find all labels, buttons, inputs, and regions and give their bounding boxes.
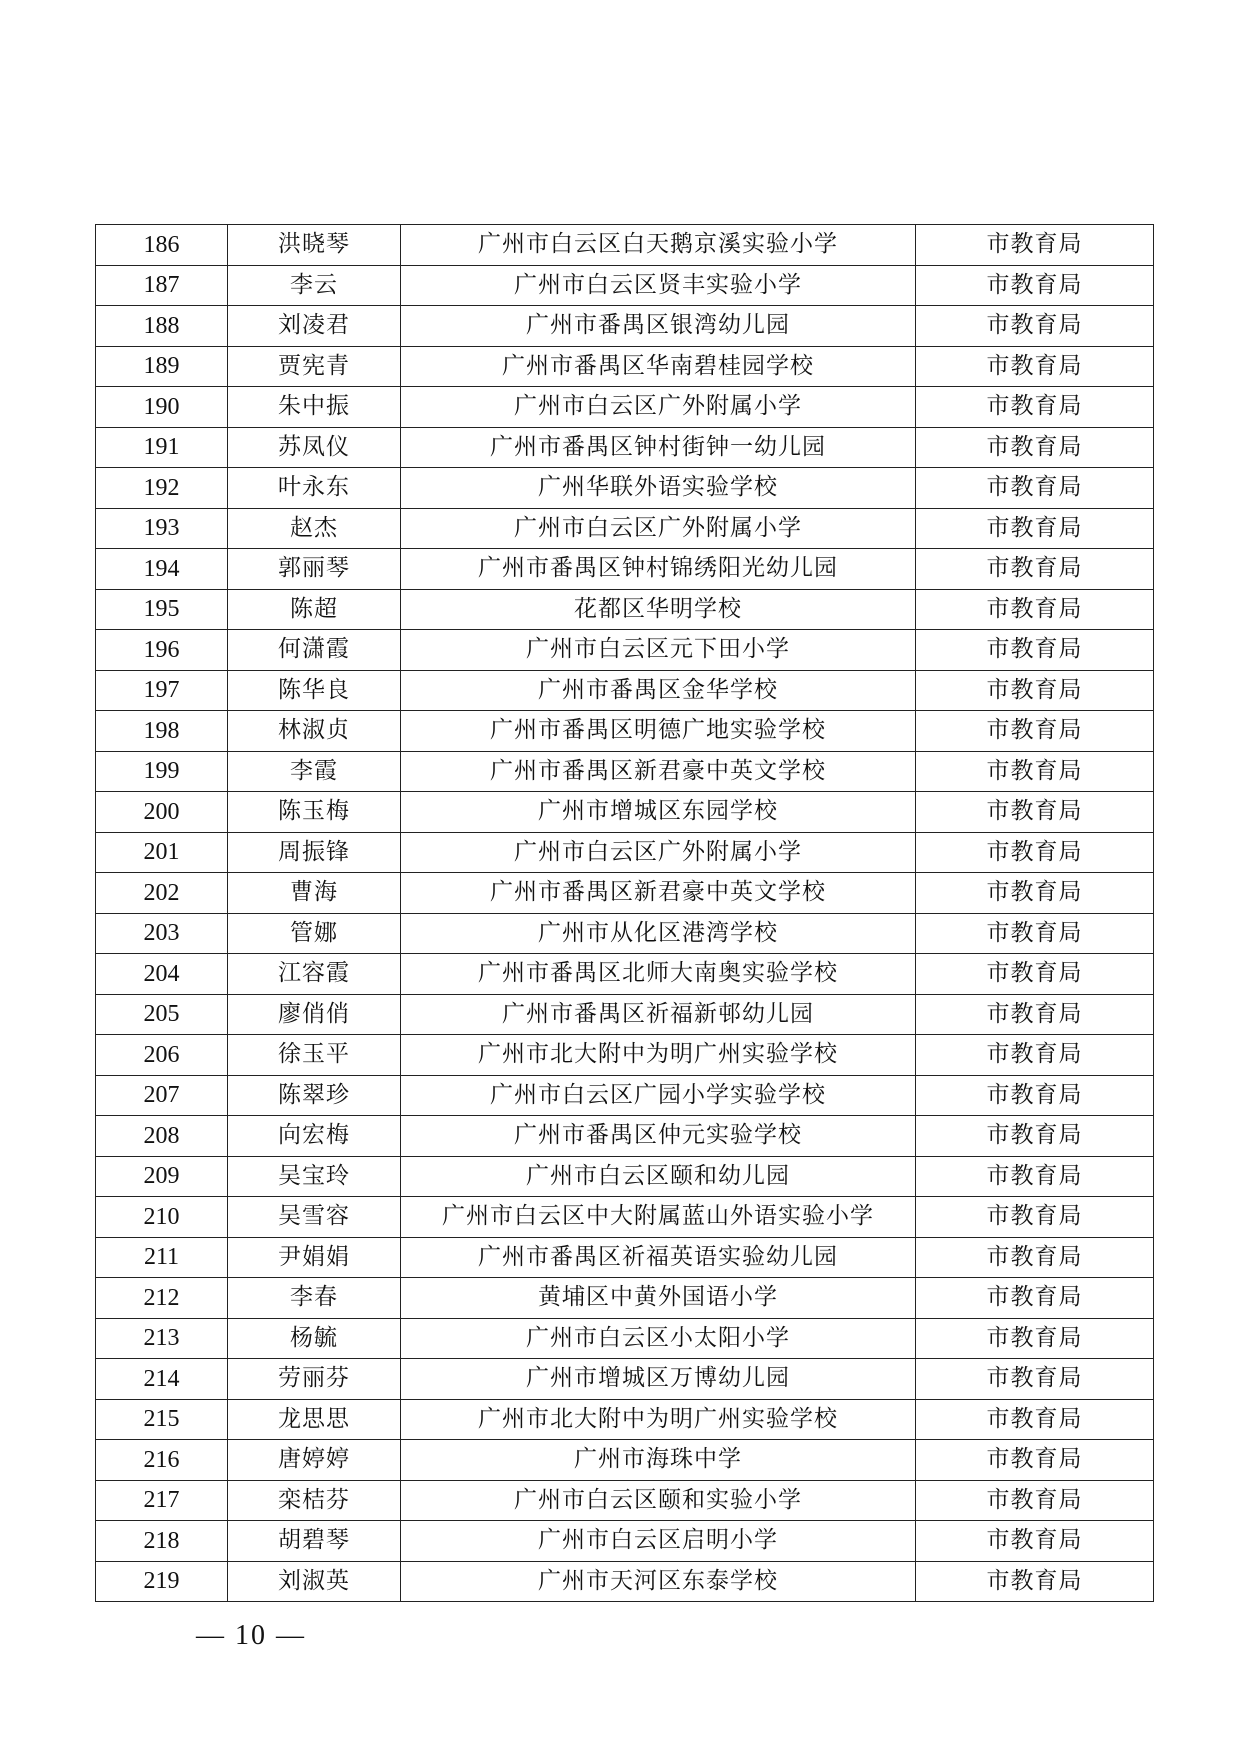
school-cell: 广州市白云区广外附属小学 (401, 387, 916, 428)
table-row (96, 670, 1154, 711)
school-cell: 广州市白云区颐和幼儿园 (401, 1156, 916, 1197)
unit-cell: 市教育局 (916, 1035, 1154, 1076)
name-cell: 洪晓琴 (228, 225, 401, 266)
unit-cell: 市教育局 (916, 1399, 1154, 1440)
unit-cell: 市教育局 (916, 1075, 1154, 1116)
school-cell: 广州市白云区贤丰实验小学 (401, 265, 916, 306)
table-row (96, 711, 1154, 752)
table-body (96, 225, 1154, 1602)
unit-cell: 市教育局 (916, 873, 1154, 914)
school-cell: 广州市番禺区仲元实验学校 (401, 1116, 916, 1157)
school-cell: 广州市白云区广园小学实验学校 (401, 1075, 916, 1116)
unit-cell: 市教育局 (916, 589, 1154, 630)
unit-cell: 市教育局 (916, 387, 1154, 428)
school-cell: 广州市北大附中为明广州实验学校 (401, 1399, 916, 1440)
unit-cell: 市教育局 (916, 1278, 1154, 1319)
row-index-cell: 201 (96, 832, 228, 873)
unit-cell: 市教育局 (916, 427, 1154, 468)
row-index-cell: 186 (96, 225, 228, 266)
table-row (96, 1318, 1154, 1359)
name-cell: 龙思思 (228, 1399, 401, 1440)
table-row (96, 832, 1154, 873)
table-row (96, 630, 1154, 671)
row-index-cell: 193 (96, 508, 228, 549)
unit-cell: 市教育局 (916, 1561, 1154, 1602)
row-index-cell: 199 (96, 751, 228, 792)
school-cell: 广州华联外语实验学校 (401, 468, 916, 509)
name-cell: 陈超 (228, 589, 401, 630)
school-cell: 广州市番禺区明德广地实验学校 (401, 711, 916, 752)
school-cell: 广州市北大附中为明广州实验学校 (401, 1035, 916, 1076)
school-cell: 广州市白云区白天鹅京溪实验小学 (401, 225, 916, 266)
unit-cell: 市教育局 (916, 792, 1154, 833)
name-cell: 郭丽琴 (228, 549, 401, 590)
row-index-cell: 210 (96, 1197, 228, 1238)
row-index-cell: 192 (96, 468, 228, 509)
school-cell: 广州市白云区小太阳小学 (401, 1318, 916, 1359)
row-index-cell: 213 (96, 1318, 228, 1359)
table-row (96, 873, 1154, 914)
school-cell: 广州市番禺区银湾幼儿园 (401, 306, 916, 347)
school-cell: 广州市从化区港湾学校 (401, 913, 916, 954)
row-index-cell: 214 (96, 1359, 228, 1400)
unit-cell: 市教育局 (916, 913, 1154, 954)
name-cell: 吴宝玲 (228, 1156, 401, 1197)
unit-cell: 市教育局 (916, 670, 1154, 711)
row-index-cell: 198 (96, 711, 228, 752)
school-cell: 广州市番禺区新君豪中英文学校 (401, 751, 916, 792)
school-cell: 广州市番禺区北师大南奥实验学校 (401, 954, 916, 995)
school-cell: 广州市白云区中大附属蓝山外语实验小学 (401, 1197, 916, 1238)
table-row (96, 913, 1154, 954)
unit-cell: 市教育局 (916, 1116, 1154, 1157)
school-cell: 广州市天河区东泰学校 (401, 1561, 916, 1602)
unit-cell: 市教育局 (916, 630, 1154, 671)
row-index-cell: 208 (96, 1116, 228, 1157)
school-cell: 广州市番禺区新君豪中英文学校 (401, 873, 916, 914)
table-row (96, 792, 1154, 833)
name-cell: 陈华良 (228, 670, 401, 711)
table-row (96, 1480, 1154, 1521)
name-cell: 苏凤仪 (228, 427, 401, 468)
unit-cell: 市教育局 (916, 1197, 1154, 1238)
row-index-cell: 197 (96, 670, 228, 711)
school-cell: 花都区华明学校 (401, 589, 916, 630)
table-row (96, 387, 1154, 428)
row-index-cell: 204 (96, 954, 228, 995)
row-index-cell: 202 (96, 873, 228, 914)
school-cell: 广州市增城区东园学校 (401, 792, 916, 833)
name-cell: 李霞 (228, 751, 401, 792)
table-row (96, 1116, 1154, 1157)
name-cell: 唐婷婷 (228, 1440, 401, 1481)
name-cell: 李春 (228, 1278, 401, 1319)
name-cell: 尹娟娟 (228, 1237, 401, 1278)
school-cell: 广州市番禺区华南碧桂园学校 (401, 346, 916, 387)
table-row (96, 346, 1154, 387)
name-cell: 向宏梅 (228, 1116, 401, 1157)
name-cell: 杨毓 (228, 1318, 401, 1359)
unit-cell: 市教育局 (916, 225, 1154, 266)
unit-cell: 市教育局 (916, 346, 1154, 387)
awardee-table (95, 224, 1154, 1602)
school-cell: 广州市白云区启明小学 (401, 1521, 916, 1562)
table-row (96, 1156, 1154, 1197)
table-row (96, 751, 1154, 792)
table-row (96, 1440, 1154, 1481)
row-index-cell: 189 (96, 346, 228, 387)
table-row (96, 1359, 1154, 1400)
table-row (96, 994, 1154, 1035)
table-row (96, 468, 1154, 509)
name-cell: 江容霞 (228, 954, 401, 995)
name-cell: 朱中振 (228, 387, 401, 428)
table-row (96, 427, 1154, 468)
row-index-cell: 207 (96, 1075, 228, 1116)
row-index-cell: 200 (96, 792, 228, 833)
row-index-cell: 218 (96, 1521, 228, 1562)
row-index-cell: 219 (96, 1561, 228, 1602)
table-row (96, 549, 1154, 590)
school-cell: 广州市白云区元下田小学 (401, 630, 916, 671)
name-cell: 周振锋 (228, 832, 401, 873)
row-index-cell: 212 (96, 1278, 228, 1319)
name-cell: 曹海 (228, 873, 401, 914)
unit-cell: 市教育局 (916, 1156, 1154, 1197)
row-index-cell: 190 (96, 387, 228, 428)
page-number: — 10 — (196, 1620, 306, 1651)
row-index-cell: 195 (96, 589, 228, 630)
unit-cell: 市教育局 (916, 1359, 1154, 1400)
table-row (96, 1278, 1154, 1319)
name-cell: 刘淑英 (228, 1561, 401, 1602)
table-row (96, 1075, 1154, 1116)
school-cell: 广州市白云区颐和实验小学 (401, 1480, 916, 1521)
row-index-cell: 217 (96, 1480, 228, 1521)
unit-cell: 市教育局 (916, 711, 1154, 752)
table-row (96, 306, 1154, 347)
school-cell: 广州市番禺区祈福新邨幼儿园 (401, 994, 916, 1035)
name-cell: 刘凌君 (228, 306, 401, 347)
name-cell: 叶永东 (228, 468, 401, 509)
unit-cell: 市教育局 (916, 549, 1154, 590)
name-cell: 胡碧琴 (228, 1521, 401, 1562)
name-cell: 赵杰 (228, 508, 401, 549)
unit-cell: 市教育局 (916, 751, 1154, 792)
school-cell: 广州市番禺区钟村锦绣阳光幼儿园 (401, 549, 916, 590)
row-index-cell: 196 (96, 630, 228, 671)
row-index-cell: 215 (96, 1399, 228, 1440)
row-index-cell: 206 (96, 1035, 228, 1076)
table-row (96, 1197, 1154, 1238)
table-row (96, 1035, 1154, 1076)
unit-cell: 市教育局 (916, 1318, 1154, 1359)
unit-cell: 市教育局 (916, 265, 1154, 306)
name-cell: 何潇霞 (228, 630, 401, 671)
unit-cell: 市教育局 (916, 1440, 1154, 1481)
school-cell: 广州市番禺区祈福英语实验幼儿园 (401, 1237, 916, 1278)
row-index-cell: 203 (96, 913, 228, 954)
name-cell: 徐玉平 (228, 1035, 401, 1076)
school-cell: 广州市番禺区钟村街钟一幼儿园 (401, 427, 916, 468)
name-cell: 李云 (228, 265, 401, 306)
unit-cell: 市教育局 (916, 306, 1154, 347)
row-index-cell: 209 (96, 1156, 228, 1197)
name-cell: 陈翠珍 (228, 1075, 401, 1116)
school-cell: 广州市白云区广外附属小学 (401, 832, 916, 873)
name-cell: 劳丽芬 (228, 1359, 401, 1400)
table-row (96, 1521, 1154, 1562)
unit-cell: 市教育局 (916, 1521, 1154, 1562)
unit-cell: 市教育局 (916, 832, 1154, 873)
row-index-cell: 194 (96, 549, 228, 590)
table-row (96, 225, 1154, 266)
table-row (96, 1399, 1154, 1440)
unit-cell: 市教育局 (916, 508, 1154, 549)
table-row (96, 265, 1154, 306)
name-cell: 栾桔芬 (228, 1480, 401, 1521)
name-cell: 管娜 (228, 913, 401, 954)
row-index-cell: 187 (96, 265, 228, 306)
school-cell: 黄埔区中黄外国语小学 (401, 1278, 916, 1319)
row-index-cell: 188 (96, 306, 228, 347)
unit-cell: 市教育局 (916, 1480, 1154, 1521)
table-row (96, 589, 1154, 630)
unit-cell: 市教育局 (916, 994, 1154, 1035)
unit-cell: 市教育局 (916, 468, 1154, 509)
table-row (96, 954, 1154, 995)
row-index-cell: 211 (96, 1237, 228, 1278)
table-row (96, 1561, 1154, 1602)
row-index-cell: 191 (96, 427, 228, 468)
school-cell: 广州市番禺区金华学校 (401, 670, 916, 711)
name-cell: 吴雪容 (228, 1197, 401, 1238)
school-cell: 广州市海珠中学 (401, 1440, 916, 1481)
unit-cell: 市教育局 (916, 954, 1154, 995)
name-cell: 贾宪青 (228, 346, 401, 387)
school-cell: 广州市增城区万博幼儿园 (401, 1359, 916, 1400)
table-row (96, 508, 1154, 549)
name-cell: 廖俏俏 (228, 994, 401, 1035)
row-index-cell: 205 (96, 994, 228, 1035)
school-cell: 广州市白云区广外附属小学 (401, 508, 916, 549)
unit-cell: 市教育局 (916, 1237, 1154, 1278)
name-cell: 陈玉梅 (228, 792, 401, 833)
row-index-cell: 216 (96, 1440, 228, 1481)
name-cell: 林淑贞 (228, 711, 401, 752)
table-row (96, 1237, 1154, 1278)
